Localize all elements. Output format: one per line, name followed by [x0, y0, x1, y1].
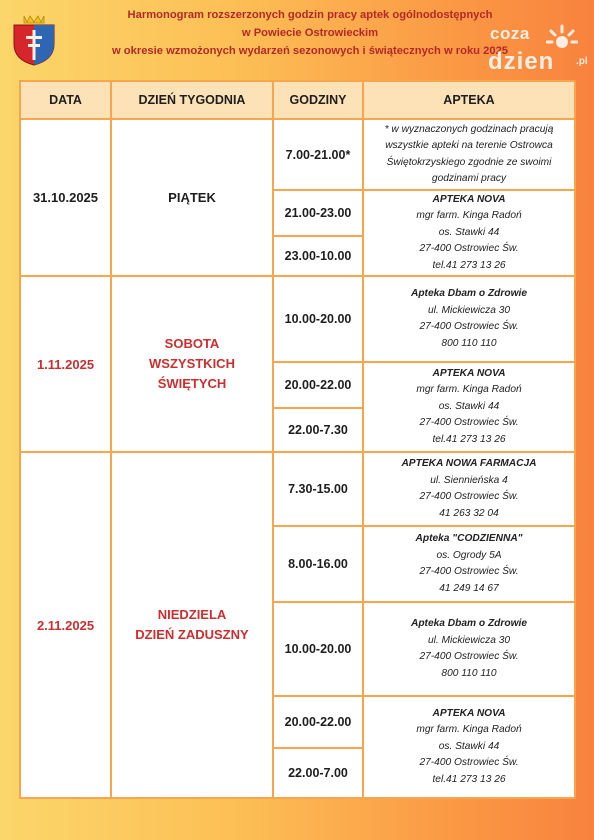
pharmacy-name: Apteka Dbam o Zdrowie: [410, 618, 528, 629]
watermark-line-2: dzien: [488, 48, 555, 75]
hours-cell: 20.00-22.00: [273, 696, 363, 748]
pharmacy-line: 27-400 Ostrowiec Św.: [419, 321, 519, 332]
weekday-label: PIĄTEK: [168, 189, 216, 205]
site-watermark: [488, 22, 592, 78]
watermark-suffix: .pl: [576, 56, 588, 67]
title-line-1: Harmonogram rozszerzonych godzin pracy aptek ogólnodostępnych: [127, 9, 493, 21]
title-line-2: w Powiecie Ostrowieckim: [241, 27, 379, 39]
table-row: [20, 452, 575, 526]
date-cell: 1.11.2025: [20, 276, 111, 452]
hours-cell: 8.00-16.00: [273, 526, 363, 602]
pharmacy-line: mgr farm. Kinga Radoń: [416, 210, 522, 222]
pharmacy-line: mgr farm. Kinga Radoń: [416, 384, 522, 396]
pharmacy-cell: [363, 190, 575, 276]
pharmacy-cell: [363, 276, 575, 362]
pharmacy-cell: [363, 452, 575, 526]
hours-cell: 10.00-20.00: [273, 276, 363, 362]
pharmacy-phone: 41 249 14 67: [439, 582, 499, 594]
pharmacy-schedule-table: [19, 80, 576, 799]
pharmacy-line: os. Stawki 44: [438, 400, 500, 412]
pharmacy-phone: tel.41 273 13 26: [432, 433, 506, 445]
pharmacy-name: Apteka "CODZIENNA": [415, 533, 523, 544]
pharmacy-name: APTEKA NOVA: [432, 707, 506, 719]
pharmacy-line: ul. Mickiewicza 30: [427, 634, 511, 646]
weekday-label: SOBOTA: [164, 336, 220, 351]
pharmacy-name: Apteka Dbam o Zdrowie: [410, 288, 528, 299]
hours-cell: 21.00-23.00: [273, 190, 363, 236]
weekday-cell: [111, 119, 273, 276]
table-row: [20, 119, 575, 190]
pharmacy-phone: tel.41 273 13 26: [432, 773, 506, 785]
hours-cell: 7.30-15.00: [273, 452, 363, 526]
hours-cell: 22.00-7.30: [273, 408, 363, 452]
column-header-pharmacy: APTEKA: [363, 81, 575, 119]
holiday-label: ŚWIĘTYCH: [157, 376, 227, 391]
hours-cell: 7.00-21.00*: [273, 119, 363, 190]
hours-cell: 23.00-10.00: [273, 236, 363, 276]
date-cell: 31.10.2025: [20, 119, 111, 276]
weekday-label: NIEDZIELA: [157, 607, 227, 622]
pharmacy-phone: 41 263 32 04: [439, 507, 499, 519]
pharmacy-line: ul. Siennieńska 4: [430, 474, 508, 486]
pharmacy-line: 27-400 Ostrowiec Św.: [419, 491, 519, 502]
holiday-label: WSZYSTKICH: [149, 356, 235, 371]
hours-cell: 22.00-7.00: [273, 748, 363, 798]
pharmacy-line: 27-400 Ostrowiec Św.: [419, 757, 519, 769]
pharmacy-name: APTEKA NOVA: [432, 367, 506, 379]
county-coat-of-arms-icon: [10, 14, 58, 66]
table-header-row: [20, 81, 575, 119]
column-header-weekday: DZIEŃ TYGODNIA: [111, 81, 273, 119]
pharmacy-cell: [363, 362, 575, 452]
column-header-hours: GODZINY: [273, 81, 363, 119]
table-row: [20, 276, 575, 362]
pharmacy-cell: [363, 602, 575, 696]
pharmacy-line: os. Stawki 44: [438, 740, 500, 752]
weekday-cell: [111, 276, 273, 452]
weekday-cell: [111, 452, 273, 798]
holiday-label: DZIEŃ ZADUSZNY: [135, 627, 249, 642]
column-header-date: DATA: [20, 81, 111, 119]
hours-cell: 10.00-20.00: [273, 602, 363, 696]
pharmacy-phone: 800 110 110: [441, 667, 497, 679]
pharmacy-line: 27-400 Ostrowiec Św.: [419, 243, 519, 255]
pharmacy-line: 27-400 Ostrowiec Św.: [419, 417, 519, 429]
pharmacy-cell: [363, 526, 575, 602]
pharmacy-line: ul. Mickiewicza 30: [427, 304, 511, 316]
pharmacy-name: APTEKA NOWA FARMACJA: [401, 458, 537, 469]
date-cell: 2.11.2025: [20, 452, 111, 798]
pharmacy-line: 27-400 Ostrowiec Św.: [419, 566, 519, 577]
hours-cell: 20.00-22.00: [273, 362, 363, 408]
pharmacy-line: os. Ogrody 5A: [436, 549, 502, 561]
watermark-line-1: coza: [490, 24, 530, 43]
pharmacy-line: mgr farm. Kinga Radoń: [416, 724, 522, 736]
title-line-3: w okresie wzmożonych wydarzeń sezonowych i świątecznych w roku 2025: [111, 45, 509, 57]
pharmacy-name: APTEKA NOVA: [432, 193, 506, 205]
hours-footnote: * w wyznaczonych godzinach pracują wszystkie apteki na terenie Ostrowca Świętokrzyskiego zgodnie ze swoimi godzinami pracy: [384, 123, 554, 184]
pharmacy-phone: tel.41 273 13 26: [432, 259, 506, 271]
pharmacy-note-cell: [363, 119, 575, 190]
pharmacy-line: 27-400 Ostrowiec Św.: [419, 651, 519, 662]
pharmacy-phone: 800 110 110: [441, 337, 497, 349]
pharmacy-cell: [363, 696, 575, 798]
page-header: [0, 0, 594, 80]
pharmacy-line: os. Stawki 44: [438, 226, 500, 238]
